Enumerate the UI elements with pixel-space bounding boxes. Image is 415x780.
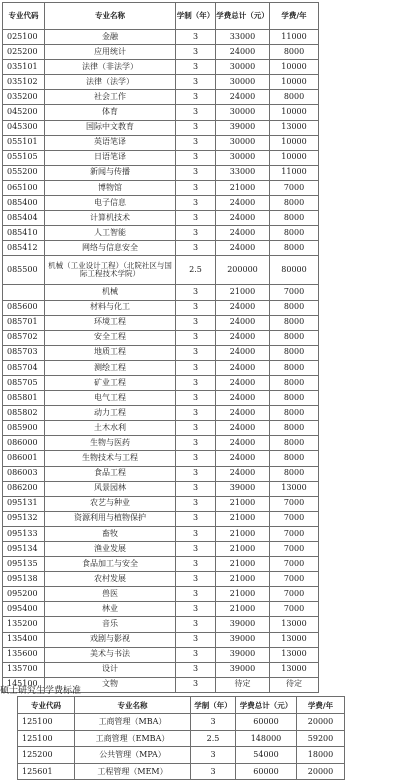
cell-code: 085412 [3, 241, 45, 256]
cell-total: 33000 [216, 165, 270, 180]
cell-per-year: 18000 [297, 747, 345, 764]
cell-per-year: 7000 [270, 511, 319, 526]
cell-code: 025100 [3, 30, 45, 45]
tuition-table [2, 2, 319, 693]
table-row [3, 241, 319, 256]
cell-duration: 3 [176, 241, 216, 256]
cell-per-year: 7000 [270, 180, 319, 195]
cell-code: 125601 [18, 763, 75, 780]
cell-total: 24000 [216, 406, 270, 421]
cell-name: 网络与信息安全 [45, 241, 176, 256]
table-row [3, 226, 319, 241]
cell-name: 兽医 [45, 587, 176, 602]
cell-per-year: 7000 [270, 496, 319, 511]
cell-total: 200000 [216, 256, 270, 285]
table-row [3, 557, 319, 572]
cell-total: 24000 [216, 451, 270, 466]
cell-duration: 3 [176, 662, 216, 677]
cell-code: 095134 [3, 542, 45, 557]
cell-duration: 3 [191, 763, 236, 780]
cell-per-year: 7000 [270, 602, 319, 617]
cell-duration: 3 [176, 481, 216, 496]
cell-code: 095135 [3, 557, 45, 572]
cell-name: 畜牧 [45, 526, 176, 541]
cell-total: 30000 [216, 105, 270, 120]
cell-name: 法律（法学） [45, 75, 176, 90]
table-row [18, 747, 345, 764]
cell-per-year: 59200 [297, 730, 345, 747]
cell-duration: 3 [176, 375, 216, 390]
cell-total: 24000 [216, 211, 270, 226]
cell-per-year: 13000 [270, 632, 319, 647]
table-row [3, 391, 319, 406]
col-header-name: 专业名称 [75, 697, 191, 714]
cell-duration: 3 [176, 466, 216, 481]
cell-name: 生物与医药 [45, 436, 176, 451]
cell-code: 085600 [3, 300, 45, 315]
cell-code: 085400 [3, 196, 45, 211]
cell-per-year: 80000 [270, 256, 319, 285]
cell-name: 计算机技术 [45, 211, 176, 226]
cell-total: 24000 [216, 226, 270, 241]
cell-name: 工商管理（MBA） [75, 714, 191, 731]
cell-per-year: 13000 [270, 481, 319, 496]
cell-name: 音乐 [45, 617, 176, 632]
cell-per-year: 8000 [270, 451, 319, 466]
cell-code: 135700 [3, 662, 45, 677]
cell-total: 24000 [216, 391, 270, 406]
cell-name: 设计 [45, 662, 176, 677]
cell-duration: 3 [176, 75, 216, 90]
cell-name: 电气工程 [45, 391, 176, 406]
cell-duration: 3 [176, 165, 216, 180]
table-row [3, 375, 319, 390]
table-row [3, 105, 319, 120]
cell-per-year: 8000 [270, 90, 319, 105]
cell-duration: 3 [176, 315, 216, 330]
cell-duration: 3 [176, 330, 216, 345]
cell-total: 24000 [216, 375, 270, 390]
table-row [3, 150, 319, 165]
cell-duration: 3 [176, 526, 216, 541]
cell-total: 39000 [216, 617, 270, 632]
cell-total: 24000 [216, 330, 270, 345]
cell-per-year: 13000 [270, 662, 319, 677]
table-row [3, 90, 319, 105]
cell-name: 工程管理（MEM） [75, 763, 191, 780]
cell-name: 博物馆 [45, 180, 176, 195]
table-row [3, 256, 319, 285]
cell-total: 24000 [216, 436, 270, 451]
cell-name: 金融 [45, 30, 176, 45]
cell-total: 21000 [216, 587, 270, 602]
cell-per-year: 10000 [270, 60, 319, 75]
table-row [3, 30, 319, 45]
cell-total: 24000 [216, 421, 270, 436]
table-row [3, 330, 319, 345]
cell-name: 环境工程 [45, 315, 176, 330]
cell-total: 24000 [216, 360, 270, 375]
cell-code: 085404 [3, 211, 45, 226]
cell-duration: 3 [176, 391, 216, 406]
table-row [18, 714, 345, 731]
cell-duration: 3 [176, 285, 216, 300]
cell-per-year: 10000 [270, 135, 319, 150]
cell-code: 085500 [3, 256, 45, 285]
cell-total: 21000 [216, 180, 270, 195]
cell-per-year: 8000 [270, 300, 319, 315]
table-row [3, 496, 319, 511]
table-row [3, 135, 319, 150]
table-row [3, 511, 319, 526]
cell-per-year: 7000 [270, 526, 319, 541]
cell-code: 086003 [3, 466, 45, 481]
cell-total: 21000 [216, 496, 270, 511]
cell-code: 045200 [3, 105, 45, 120]
table-row [3, 345, 319, 360]
cell-code: 055101 [3, 135, 45, 150]
cell-total: 24000 [216, 466, 270, 481]
cell-duration: 3 [176, 120, 216, 135]
cell-duration: 3 [176, 451, 216, 466]
cell-duration: 3 [176, 617, 216, 632]
cell-name: 电子信息 [45, 196, 176, 211]
table-row [3, 360, 319, 375]
cell-total: 21000 [216, 542, 270, 557]
cell-total: 54000 [236, 747, 297, 764]
cell-per-year: 20000 [297, 763, 345, 780]
cell-code: 055200 [3, 165, 45, 180]
cell-code: 135200 [3, 617, 45, 632]
cell-code: 085702 [3, 330, 45, 345]
col-header-name: 专业名称 [45, 3, 176, 30]
cell-total: 60000 [236, 763, 297, 780]
table-header-row [18, 697, 345, 714]
cell-per-year: 7000 [270, 587, 319, 602]
table-row [3, 196, 319, 211]
cell-per-year: 11000 [270, 165, 319, 180]
table-row [3, 542, 319, 557]
cell-code: 065100 [3, 180, 45, 195]
section-title: 硕士研究生学费标准 [0, 686, 82, 696]
table-row [18, 763, 345, 780]
cell-name: 林业 [45, 602, 176, 617]
cell-duration: 3 [176, 587, 216, 602]
col-header-per-year: 学费/年 [270, 3, 319, 30]
cell-total: 39000 [216, 632, 270, 647]
cell-per-year: 8000 [270, 241, 319, 256]
cell-per-year: 7000 [270, 285, 319, 300]
cell-code: 025200 [3, 45, 45, 60]
cell-duration: 3 [176, 300, 216, 315]
cell-total: 24000 [216, 300, 270, 315]
cell-duration: 3 [176, 647, 216, 662]
cell-per-year: 8000 [270, 391, 319, 406]
cell-total: 24000 [216, 315, 270, 330]
table-row [3, 466, 319, 481]
table-row [3, 45, 319, 60]
cell-duration: 3 [176, 180, 216, 195]
cell-name: 社会工作 [45, 90, 176, 105]
cell-duration: 2.5 [191, 730, 236, 747]
cell-name: 法律（非法学） [45, 60, 176, 75]
cell-per-year: 7000 [270, 542, 319, 557]
cell-duration: 3 [176, 105, 216, 120]
cell-name: 美术与书法 [45, 647, 176, 662]
cell-duration: 3 [176, 421, 216, 436]
cell-code: 145100 [3, 677, 45, 692]
cell-duration: 3 [176, 406, 216, 421]
cell-total: 21000 [216, 511, 270, 526]
cell-per-year: 8000 [270, 226, 319, 241]
cell-total: 39000 [216, 481, 270, 496]
cell-per-year: 8000 [270, 45, 319, 60]
cell-code: 085705 [3, 375, 45, 390]
cell-total: 39000 [216, 120, 270, 135]
table-row [3, 602, 319, 617]
table-row [3, 632, 319, 647]
cell-name: 土木水利 [45, 421, 176, 436]
cell-name: 英语笔译 [45, 135, 176, 150]
table-row [3, 526, 319, 541]
cell-total: 60000 [236, 714, 297, 731]
cell-per-year: 13000 [270, 617, 319, 632]
cell-code [3, 285, 45, 300]
cell-duration: 3 [176, 436, 216, 451]
table-row [3, 421, 319, 436]
cell-code: 125100 [18, 714, 75, 731]
cell-code: 095200 [3, 587, 45, 602]
table-row [3, 211, 319, 226]
cell-name: 工商管理（EMBA） [75, 730, 191, 747]
table-row [3, 662, 319, 677]
cell-duration: 3 [176, 90, 216, 105]
cell-per-year: 8000 [270, 436, 319, 451]
cell-code: 085704 [3, 360, 45, 375]
cell-code: 085701 [3, 315, 45, 330]
cell-total: 21000 [216, 602, 270, 617]
cell-duration: 3 [176, 150, 216, 165]
cell-duration: 3 [176, 345, 216, 360]
cell-per-year: 8000 [270, 345, 319, 360]
table-row [3, 406, 319, 421]
cell-name: 矿业工程 [45, 375, 176, 390]
cell-name: 文物 [45, 677, 176, 692]
cell-name: 人工智能 [45, 226, 176, 241]
cell-per-year: 待定 [270, 677, 319, 692]
cell-code: 125100 [18, 730, 75, 747]
cell-per-year: 8000 [270, 315, 319, 330]
cell-name: 公共管理（MPA） [75, 747, 191, 764]
cell-name: 农艺与种业 [45, 496, 176, 511]
cell-per-year: 8000 [270, 211, 319, 226]
cell-duration: 2.5 [176, 256, 216, 285]
cell-name: 资源利用与植物保护 [45, 511, 176, 526]
cell-code: 055105 [3, 150, 45, 165]
cell-code: 095400 [3, 602, 45, 617]
cell-code: 095138 [3, 572, 45, 587]
cell-code: 085802 [3, 406, 45, 421]
cell-per-year: 11000 [270, 30, 319, 45]
cell-name: 食品工程 [45, 466, 176, 481]
cell-name: 戏剧与影视 [45, 632, 176, 647]
cell-duration: 3 [176, 511, 216, 526]
cell-per-year: 8000 [270, 330, 319, 345]
cell-name: 风景园林 [45, 481, 176, 496]
cell-code: 135400 [3, 632, 45, 647]
cell-total: 30000 [216, 150, 270, 165]
cell-name: 国际中文教育 [45, 120, 176, 135]
cell-code: 085900 [3, 421, 45, 436]
table-row [3, 300, 319, 315]
cell-name: 体育 [45, 105, 176, 120]
cell-per-year: 8000 [270, 406, 319, 421]
cell-total: 30000 [216, 75, 270, 90]
cell-per-year: 13000 [270, 120, 319, 135]
cell-total: 21000 [216, 572, 270, 587]
cell-name: 生物技术与工程 [45, 451, 176, 466]
cell-total: 21000 [216, 526, 270, 541]
cell-code: 085703 [3, 345, 45, 360]
cell-per-year: 8000 [270, 375, 319, 390]
cell-name: 应用统计 [45, 45, 176, 60]
cell-code: 045300 [3, 120, 45, 135]
cell-name: 安全工程 [45, 330, 176, 345]
cell-total: 39000 [216, 662, 270, 677]
cell-name: 渔业发展 [45, 542, 176, 557]
cell-duration: 3 [176, 60, 216, 75]
col-header-total: 学费总计（元） [236, 697, 297, 714]
cell-total: 24000 [216, 196, 270, 211]
professional-tuition-table [17, 696, 345, 780]
cell-duration: 3 [176, 226, 216, 241]
table-row [3, 180, 319, 195]
table-row [3, 315, 319, 330]
table-row [3, 587, 319, 602]
cell-name: 机械 [45, 285, 176, 300]
cell-total: 30000 [216, 135, 270, 150]
col-header-per-year: 学费/年 [297, 697, 345, 714]
table-row [3, 617, 319, 632]
cell-name: 新闻与传播 [45, 165, 176, 180]
cell-duration: 3 [176, 632, 216, 647]
cell-duration: 3 [176, 211, 216, 226]
cell-code: 086001 [3, 451, 45, 466]
cell-per-year: 10000 [270, 105, 319, 120]
table-row [3, 75, 319, 90]
table-row [18, 730, 345, 747]
cell-total: 24000 [216, 90, 270, 105]
cell-code: 086200 [3, 481, 45, 496]
table-row [3, 572, 319, 587]
cell-duration: 3 [176, 677, 216, 692]
cell-per-year: 8000 [270, 360, 319, 375]
cell-total: 24000 [216, 45, 270, 60]
cell-per-year: 7000 [270, 557, 319, 572]
cell-per-year: 7000 [270, 572, 319, 587]
cell-duration: 3 [191, 714, 236, 731]
col-header-code: 专业代码 [18, 697, 75, 714]
cell-duration: 3 [176, 196, 216, 211]
cell-duration: 3 [176, 360, 216, 375]
cell-duration: 3 [176, 572, 216, 587]
cell-per-year: 10000 [270, 150, 319, 165]
cell-code: 125200 [18, 747, 75, 764]
cell-per-year: 8000 [270, 466, 319, 481]
cell-duration: 3 [176, 542, 216, 557]
cell-total: 21000 [216, 285, 270, 300]
cell-code: 035200 [3, 90, 45, 105]
cell-duration: 3 [176, 496, 216, 511]
cell-per-year: 10000 [270, 75, 319, 90]
cell-code: 095133 [3, 526, 45, 541]
cell-code: 095132 [3, 511, 45, 526]
table-row [3, 165, 319, 180]
cell-code: 085801 [3, 391, 45, 406]
cell-duration: 3 [191, 747, 236, 764]
cell-duration: 3 [176, 135, 216, 150]
table-row [3, 436, 319, 451]
table-row [3, 481, 319, 496]
table-row [3, 120, 319, 135]
cell-duration: 3 [176, 602, 216, 617]
cell-name: 日语笔译 [45, 150, 176, 165]
cell-name: 材料与化工 [45, 300, 176, 315]
col-header-duration: 学制（年） [191, 697, 236, 714]
cell-total: 30000 [216, 60, 270, 75]
col-header-duration: 学制（年） [176, 3, 216, 30]
cell-total: 21000 [216, 557, 270, 572]
cell-code: 035102 [3, 75, 45, 90]
cell-code: 085410 [3, 226, 45, 241]
cell-total: 39000 [216, 647, 270, 662]
col-header-total: 学费总计（元） [216, 3, 270, 30]
cell-total: 33000 [216, 30, 270, 45]
cell-total: 待定 [216, 677, 270, 692]
cell-duration: 3 [176, 30, 216, 45]
cell-code: 135600 [3, 647, 45, 662]
cell-duration: 3 [176, 45, 216, 60]
cell-name: 食品加工与安全 [45, 557, 176, 572]
table-header-row [3, 3, 319, 30]
table-row [3, 451, 319, 466]
cell-duration: 3 [176, 557, 216, 572]
cell-per-year: 13000 [270, 647, 319, 662]
table-row [3, 647, 319, 662]
cell-code: 086000 [3, 436, 45, 451]
cell-total: 24000 [216, 345, 270, 360]
cell-per-year: 8000 [270, 421, 319, 436]
cell-per-year: 20000 [297, 714, 345, 731]
cell-name: 农村发展 [45, 572, 176, 587]
cell-name: 动力工程 [45, 406, 176, 421]
cell-per-year: 8000 [270, 196, 319, 211]
cell-name: 地质工程 [45, 345, 176, 360]
col-header-code: 专业代码 [3, 3, 45, 30]
cell-total: 24000 [216, 241, 270, 256]
cell-code: 035101 [3, 60, 45, 75]
cell-code: 095131 [3, 496, 45, 511]
cell-name: 机械（工业设计工程）（北院社区与国际工程技术学院） [45, 256, 176, 285]
table-row [3, 60, 319, 75]
table-row [3, 285, 319, 300]
cell-total: 148000 [236, 730, 297, 747]
cell-name: 测绘工程 [45, 360, 176, 375]
